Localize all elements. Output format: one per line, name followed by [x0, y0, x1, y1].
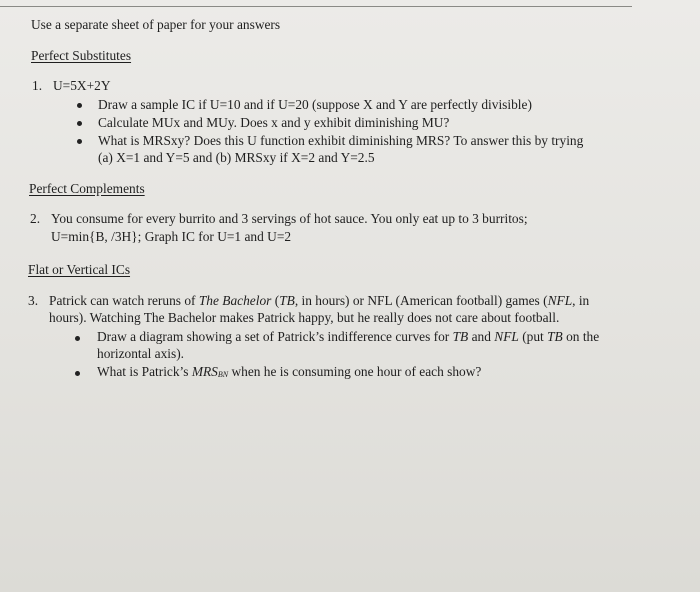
q3-bullet-1-line2: horizontal axis). [97, 346, 185, 361]
instructions: Use a separate sheet of paper for your answers [31, 17, 281, 32]
q1-bullet-3-line1: What is MRSxy? Does this U function exhibit diminishing MRS? To answer this by trying [98, 133, 584, 148]
question-2-line2: U=min{B, /3H}; Graph IC for U=1 and U=2 [51, 229, 292, 244]
question-3-number: 3. [28, 293, 39, 308]
question-3-line1: Patrick can watch reruns of The Bachelor (TB, in hours) or NFL (American football) games (NFL, in [49, 293, 590, 308]
bullet-marker [75, 371, 80, 376]
question-2-line1: You consume for every burrito and 3 servings of hot sauce. You only eat up to 3 burritos; [51, 211, 528, 226]
top-rule [0, 6, 632, 7]
bullet-marker [77, 139, 82, 144]
q1-bullet-3-line2: (a) X=1 and Y=5 and (b) MRSxy if X=2 and Y=2.5 [98, 150, 375, 165]
question-3-line2: hours). Watching The Bachelor makes Patrick happy, but he really does not care about football. [49, 310, 560, 325]
heading-perfect-substitutes: Perfect Substitutes [31, 48, 132, 63]
bullet-marker [77, 121, 82, 126]
question-1-number: 1. [32, 78, 43, 93]
q1-bullet-1: Draw a sample IC if U=10 and if U=20 (suppose X and Y are perfectly divisible) [98, 97, 532, 112]
bullet-marker [77, 103, 82, 108]
q3-bullet-1-line1: Draw a diagram showing a set of Patrick’s indifference curves for TB and NFL (put TB on the [97, 329, 600, 344]
bullet-marker [75, 336, 80, 341]
q1-bullet-2: Calculate MUx and MUy. Does x and y exhibit diminishing MU? [98, 115, 450, 130]
heading-perfect-complements: Perfect Complements [29, 181, 145, 196]
question-1-text: U=5X+2Y [53, 78, 111, 93]
heading-flat-vertical-ics: Flat or Vertical ICs [28, 262, 131, 277]
q3-bullet-2: What is Patrick’s MRSBN when he is consuming one hour of each show? [97, 364, 482, 379]
question-2-number: 2. [30, 211, 41, 226]
